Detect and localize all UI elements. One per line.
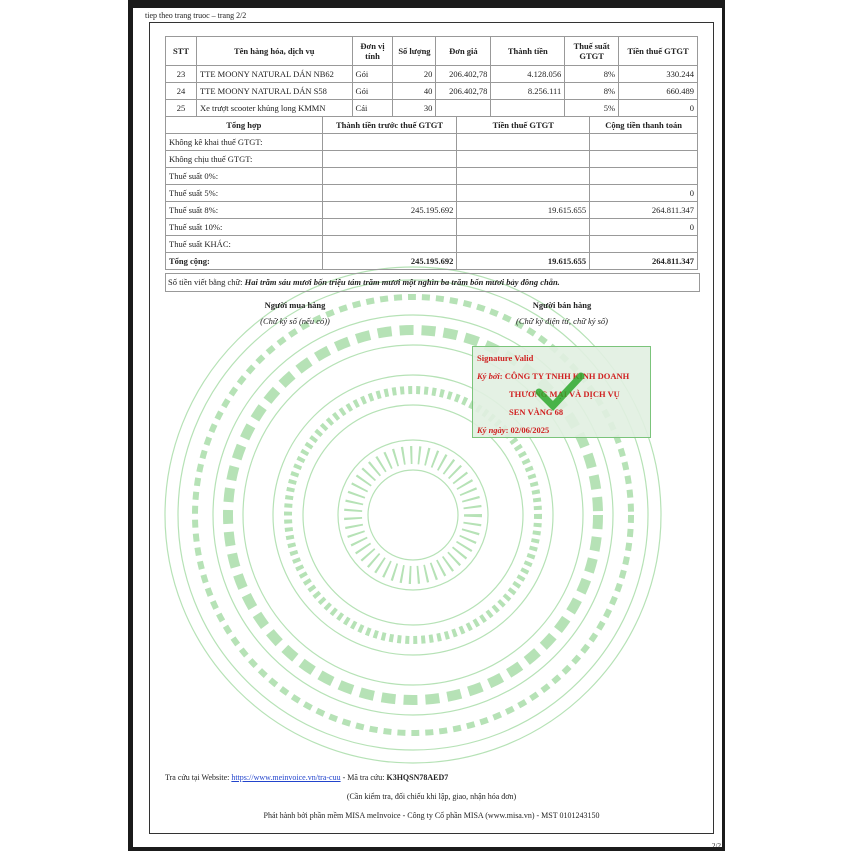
cell: Không chịu thuế GTGT:	[166, 151, 323, 168]
cell: Thuế suất 5%:	[166, 185, 323, 202]
col-vat: Tiền thuế GTGT	[457, 117, 590, 134]
buyer-signature-block	[200, 300, 390, 326]
signed-by-label: Ký bởi	[477, 371, 500, 381]
cell: 0	[590, 219, 698, 236]
cell	[436, 100, 491, 117]
cell	[457, 168, 590, 185]
seller-title: Người bán hàng	[532, 300, 592, 310]
table-row	[166, 83, 698, 100]
cell: 24	[166, 83, 197, 100]
col-price: Đơn giá	[436, 37, 491, 66]
cell	[457, 151, 590, 168]
col-unit: Đơn vị tính	[352, 37, 393, 66]
cell: 40	[393, 83, 436, 100]
cell: 25	[166, 100, 197, 117]
cell: Thuế suất 10%:	[166, 219, 323, 236]
cell: 4.128.056	[491, 66, 565, 83]
seller-subtitle: (Chữ ký điện tử, chữ ký số)	[515, 316, 609, 326]
cell	[322, 151, 457, 168]
cell	[322, 185, 457, 202]
col-tax: Tiền thuế GTGT	[619, 37, 698, 66]
summary-row	[166, 168, 698, 185]
cell: 8.256.111	[491, 83, 565, 100]
checkmark-icon	[535, 372, 585, 412]
col-stt: STT	[166, 37, 197, 66]
sign-date: 02/06/2025	[510, 425, 550, 435]
amount-in-words-label: Số tiền viết bằng chữ:	[168, 277, 245, 287]
summary-row	[166, 253, 698, 270]
signed-by-line-1: CÔNG TY TNHH KINH DOANH	[504, 371, 630, 381]
summary-row	[166, 219, 698, 236]
cell	[590, 236, 698, 253]
sign-date-label: Ký ngày	[477, 425, 506, 435]
page-number: 2/2	[712, 842, 721, 850]
cell: 30	[393, 100, 436, 117]
cell: 264.811.347	[590, 202, 698, 219]
cell: 206.402,78	[436, 66, 491, 83]
buyer-subtitle: (Chữ ký số (nếu có))	[260, 316, 330, 326]
cell: 5%	[565, 100, 619, 117]
lookup-label: Tra cứu tại Website:	[165, 773, 232, 782]
cell	[322, 236, 457, 253]
summary-row	[166, 202, 698, 219]
cell	[457, 185, 590, 202]
amount-in-words	[165, 273, 700, 292]
cell: Không kê khai thuế GTGT:	[166, 134, 323, 151]
cell: Thuế suất KHÁC:	[166, 236, 323, 253]
cell: 245.195.692	[322, 202, 457, 219]
cell: 206.402,78	[436, 83, 491, 100]
cell: 8%	[565, 83, 619, 100]
lookup-code: K3HQSN78AED7	[386, 773, 449, 782]
col-summary: Tổng hợp	[166, 117, 323, 134]
summary-header-row	[166, 117, 698, 134]
cell: TTE MOONY NATURAL DÁN NB62	[196, 66, 352, 83]
signed-by-line-3: SEN VÀNG 68	[509, 407, 564, 417]
signature-status: Signature Valid	[477, 353, 534, 363]
cell	[590, 151, 698, 168]
national-emblem-watermark	[163, 265, 663, 765]
digital-signature-box[interactable]: Signature Valid Ký bởi: CÔNG TY TNHH KINH DOANH THƯƠNG MẠI VÀ DỊCH VỤ SEN VÀNG 68 Ký ngày: 02/06/2025	[472, 346, 651, 438]
cell: 19.615.655	[457, 202, 590, 219]
items-table	[165, 36, 698, 117]
summary-table	[165, 116, 698, 270]
col-qty: Số lượng	[393, 37, 436, 66]
cell: 245.195.692	[322, 253, 457, 270]
col-pretax: Thành tiền trước thuế GTGT	[322, 117, 457, 134]
cell	[322, 134, 457, 151]
cell: 0	[590, 185, 698, 202]
cell	[590, 134, 698, 151]
cell: 0	[619, 100, 698, 117]
cell: 8%	[565, 66, 619, 83]
cell: 264.811.347	[590, 253, 698, 270]
continued-note: tiep theo trang truoc – trang 2/2	[145, 11, 247, 20]
check-note: (Cần kiểm tra, đối chiếu khi lập, giao, nhận hóa đơn)	[346, 792, 517, 801]
col-amount: Thành tiền	[491, 37, 565, 66]
col-rate: Thuế suất GTGT	[565, 37, 619, 66]
cell: 19.615.655	[457, 253, 590, 270]
col-name: Tên hàng hóa, dịch vụ	[196, 37, 352, 66]
code-label: - Mã tra cứu:	[340, 773, 387, 782]
cell	[457, 236, 590, 253]
cell	[322, 168, 457, 185]
summary-row	[166, 151, 698, 168]
cell	[322, 219, 457, 236]
cell: Cái	[352, 100, 393, 117]
items-header-row	[166, 37, 698, 66]
summary-row	[166, 185, 698, 202]
cell: Gói	[352, 83, 393, 100]
cell: 330.244	[619, 66, 698, 83]
cell: TTE MOONY NATURAL DÁN S58	[196, 83, 352, 100]
summary-row	[166, 134, 698, 151]
cell: 20	[393, 66, 436, 83]
seller-signature-block	[462, 300, 662, 326]
signed-by-line-2: THƯƠNG MẠI VÀ DỊCH VỤ	[509, 389, 620, 399]
cell: 660.489	[619, 83, 698, 100]
issuer-note: Phát hành bởi phần mềm MISA meInvoice - Công ty Cổ phần MISA (www.misa.vn) - MST 0101243150	[263, 811, 600, 820]
lookup-line	[165, 773, 698, 782]
cell: Gói	[352, 66, 393, 83]
cell	[457, 219, 590, 236]
summary-row	[166, 236, 698, 253]
table-row	[166, 66, 698, 83]
cell	[457, 134, 590, 151]
cell: Thuế suất 0%:	[166, 168, 323, 185]
cell: 23	[166, 66, 197, 83]
amount-in-words-value: Hai trăm sáu mươi bốn triệu tám trăm mươi một nghìn ba trăm bốn mươi bảy đồng chẵn.	[244, 277, 560, 287]
cell: Tổng cộng:	[166, 253, 323, 270]
cell	[590, 168, 698, 185]
col-total: Cộng tiền thanh toán	[590, 117, 698, 134]
buyer-title: Người mua hàng	[264, 300, 326, 310]
table-row	[166, 100, 698, 117]
lookup-link[interactable]: https://www.meinvoice.vn/tra-cuu	[231, 773, 341, 782]
cell	[491, 100, 565, 117]
cell: Thuế suất 8%:	[166, 202, 323, 219]
cell: Xe trượt scooter khủng long KMMN	[196, 100, 352, 117]
